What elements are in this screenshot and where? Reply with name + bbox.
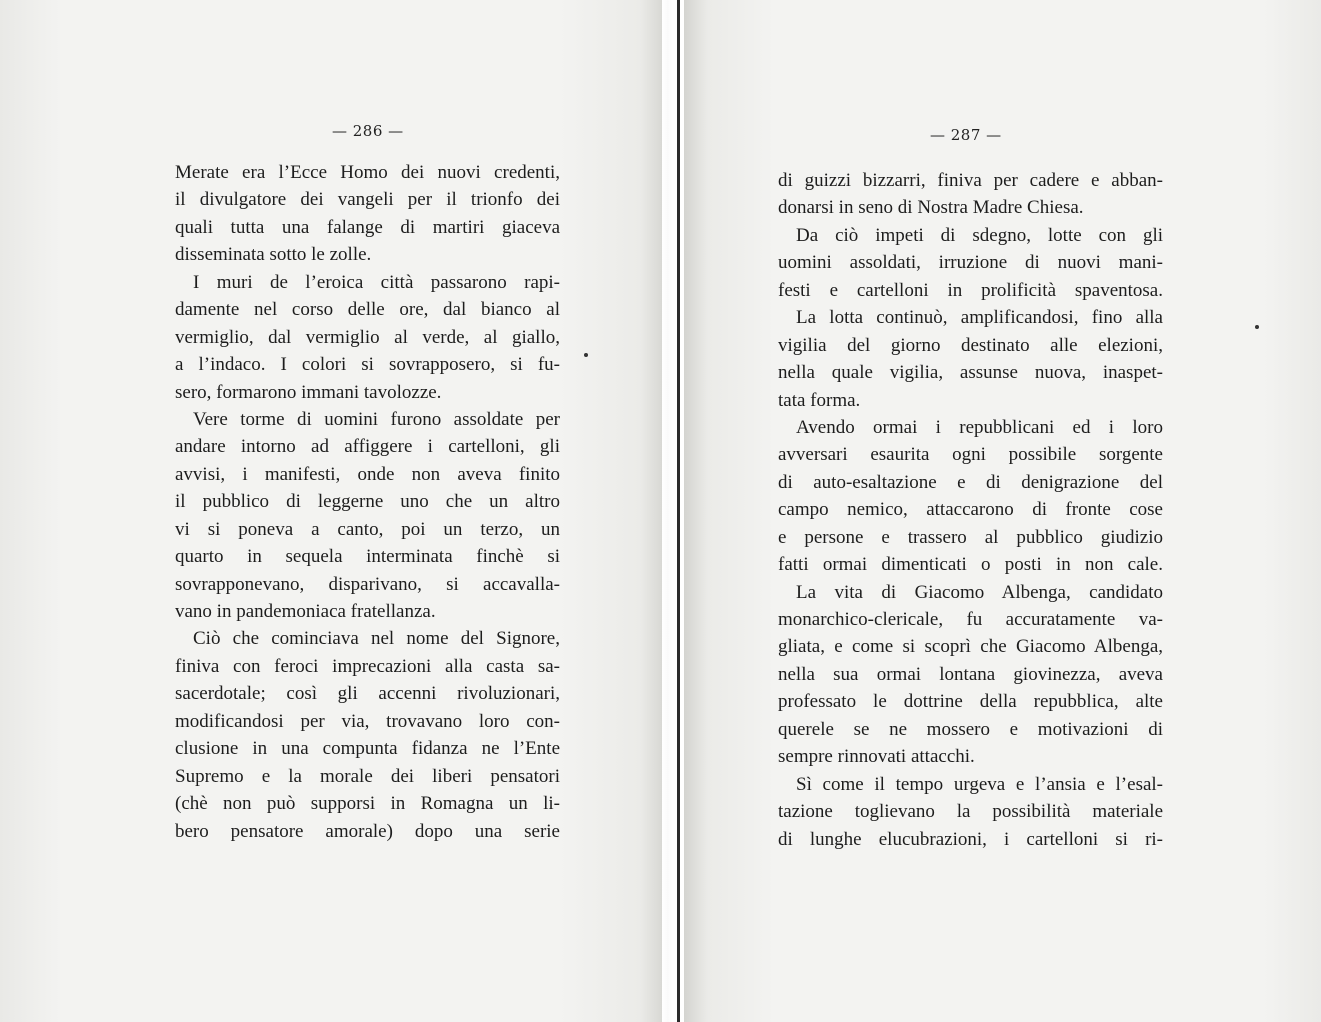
text-line: clusione in una compunta fidanza ne l’Ente bbox=[175, 738, 560, 760]
text-line: sempre rinnovati attacchi. bbox=[778, 746, 975, 768]
text-line: campo nemico, attaccarono di fronte cose bbox=[778, 499, 1163, 521]
text-line: avvisi, i manifesti, onde non aveva finito bbox=[175, 463, 560, 485]
text-line: nella sua ormai lontana giovinezza, aveva bbox=[778, 663, 1163, 685]
text-line: donarsi in seno di Nostra Madre Chiesa. bbox=[778, 197, 1084, 219]
left-page-text bbox=[175, 159, 560, 845]
text-line: Da ciò impeti di sdegno, lotte con gli bbox=[796, 224, 1163, 246]
text-line: Vere torme di uomini furono assoldate per bbox=[193, 408, 560, 430]
text-line: il divulgatore dei vangeli per il trionfo dei bbox=[175, 189, 560, 211]
text-line: sacerdotale; così gli accenni rivoluzionari, bbox=[175, 683, 560, 705]
text-line: a l’indaco. I colori si sovrapposero, si fu- bbox=[175, 354, 560, 376]
paper-speck bbox=[584, 353, 588, 357]
text-line: Supremo e la morale dei liberi pensatori bbox=[175, 765, 560, 787]
text-line: finiva con feroci imprecazioni alla casta sa- bbox=[175, 655, 560, 677]
text-line: festi e cartelloni in prolificità spaventosa. bbox=[778, 279, 1163, 301]
text-line: disseminata sotto le zolle. bbox=[175, 244, 372, 266]
text-line: professato le dottrine della repubblica, alte bbox=[778, 691, 1163, 713]
text-line: La vita di Giacomo Albenga, candidato bbox=[796, 581, 1163, 603]
text-line: di lunghe elucubrazioni, i cartelloni si ri- bbox=[778, 828, 1163, 850]
text-line: sovrapponevano, disparivano, si accavalla- bbox=[175, 573, 560, 595]
text-line: tata forma. bbox=[778, 389, 861, 411]
text-line: uomini assoldati, irruzione di nuovi mani- bbox=[778, 252, 1163, 274]
text-line: quarto in sequela interminata finchè si bbox=[175, 546, 560, 568]
text-line: vermiglio, dal vermiglio al verde, al giallo, bbox=[175, 326, 560, 348]
text-line: sero, formarono immani tavolozze. bbox=[175, 381, 442, 403]
text-line: andare intorno ad affiggere i cartelloni, gli bbox=[175, 436, 560, 458]
text-line: damente nel corso delle ore, dal bianco al bbox=[175, 299, 560, 321]
text-line: (chè non può supporsi in Romagna un li- bbox=[175, 793, 560, 815]
text-line: vigilia del giorno destinato alle elezioni, bbox=[778, 334, 1163, 356]
text-line: fatti ormai dimenticati o posti in non cale. bbox=[778, 554, 1163, 576]
gutter-fold-line bbox=[677, 0, 680, 1022]
text-line: nella quale vigilia, assunse nuova, inaspet- bbox=[778, 362, 1163, 384]
right-page-text bbox=[778, 167, 1163, 853]
text-line: gliata, e come si scoprì che Giacomo Albenga, bbox=[778, 636, 1163, 658]
text-line: vi si poneva a canto, poi un terzo, un bbox=[175, 518, 560, 540]
text-line: e persone e trassero al pubblico giudizio bbox=[778, 526, 1163, 548]
paper-speck bbox=[1255, 325, 1259, 329]
text-line: tazione toglievano la possibilità materiale bbox=[778, 801, 1163, 823]
text-line: modificandosi per via, trovavano loro con- bbox=[175, 710, 560, 732]
text-line: monarchico-clericale, fu accuratamente va- bbox=[778, 609, 1163, 630]
page-number-left: — 286 — bbox=[332, 122, 404, 140]
text-line: il pubblico di leggerne uno che un altro bbox=[175, 491, 560, 513]
text-line: bero pensatore amorale) dopo una serie bbox=[175, 820, 560, 842]
text-line: vano in pandemoniaca fratellanza. bbox=[175, 601, 436, 622]
text-line: Sì come il tempo urgeva e l’ansia e l’esal- bbox=[796, 773, 1163, 795]
text-line: Avendo ormai i repubblicani ed i loro bbox=[796, 416, 1163, 438]
text-line: quali tutta una falange di martiri giaceva bbox=[175, 216, 560, 238]
page-number-right: — 287 — bbox=[930, 126, 1002, 144]
text-line: Ciò che cominciava nel nome del Signore, bbox=[193, 628, 560, 650]
text-line: I muri de l’eroica città passarono rapi- bbox=[193, 271, 560, 293]
text-line: avversari esaurita ogni possibile sorgente bbox=[778, 444, 1163, 466]
gutter bbox=[662, 0, 684, 1022]
text-line: di auto-esaltazione e di denigrazione del bbox=[778, 471, 1163, 493]
right-page bbox=[684, 0, 1321, 1022]
text-line: Merate era l’Ecce Homo dei nuovi credenti, bbox=[175, 162, 560, 183]
text-line: La lotta continuò, amplificandosi, fino alla bbox=[796, 307, 1163, 329]
text-line: di guizzi bizzarri, finiva per cadere e abban- bbox=[778, 170, 1163, 191]
text-line: querele se ne mossero e motivazioni di bbox=[778, 718, 1163, 740]
